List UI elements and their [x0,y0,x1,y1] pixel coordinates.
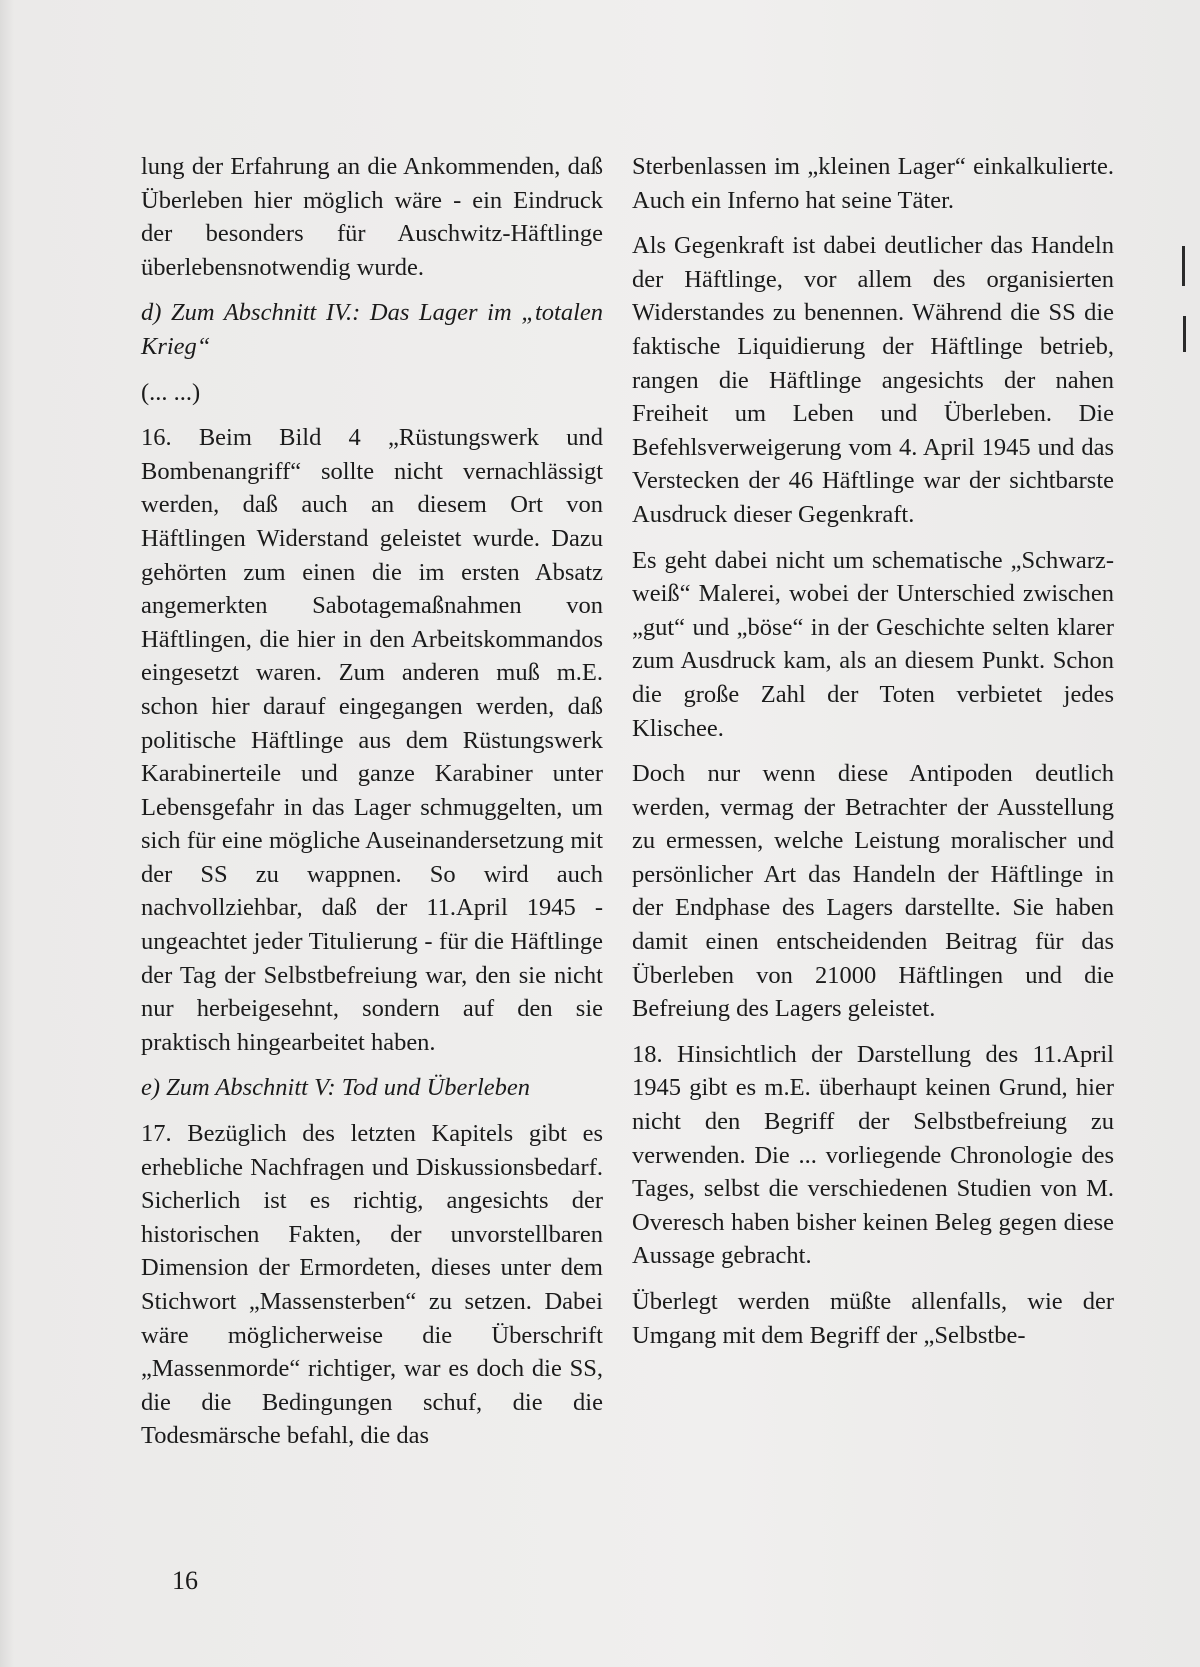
paragraph-last: Überlegt werden müßte allenfalls, wie der Umgang mit dem Begriff der „Selbstbe- [632,1288,1114,1349]
left-column [141,150,603,1465]
paragraph-antipoden: Doch nur wenn diese Antipoden deutlich werden, vermag der Betrachter der Ausstellung zu ermessen, welche Leistung moralischer und persönlicher Art das Handeln der Häftlinge in der Endphase des Lagers darstellte. Sie haben damit einen entscheidenden Beitrag für das Überleben von 21000 Häftlingen und die Befreiung des Lagers geleistet. [632,760,1114,1023]
paragraph-18: 18. Hinsichtlich der Darstellung des 11.April 1945 gibt es m.E. überhaupt keinen Grund, hier nicht den Begriff der Selbstbefreiung zu verwenden. Die ... vorliegende Chronologie des Tages, selbst die verschiedenen Studien von M. Overesch haben bisher keinen Beleg gegen diese Aussage gebracht. [632,1040,1114,1270]
paragraph-gegenkraft: Als Gegenkraft ist dabei deutlicher das Handeln der Häftlinge, vor allem des organisierten Widerstandes zu benennen. Während die SS die faktische Liquidierung der Häftlinge betrieb, rangen die Häftlinge angesichts der nahen Freiheit um Leben und Überleben. Die Befehlsverweigerung vom 4. April 1945 und das Verstecken der 46 Häftlinge war der sichtbarste Ausdruck dieser Gegenkraft. [632,232,1114,528]
right-column [632,150,1114,1364]
section-heading-d: d) Zum Abschnitt IV.: Das Lager im „totalen Krieg“ [141,299,603,360]
paragraph-continuation: lung der Erfahrung an die Ankommenden, daß Überleben hier möglich wäre - ein Eindruck der besonders für Auschwitz-Häftlinge überlebensnotwendig wurde. [141,153,603,281]
paragraph-schwarz-weiss: Es geht dabei nicht um schematische „Schwarz-weiß“ Malerei, wobei der Unterschied zwischen „gut“ und „böse“ in der Geschichte selten klarer zum Ausdruck kam, als an diesem Punkt. Schon die große Zahl der Toten verbietet jedes Klischee. [632,546,1114,742]
page-number: 16 [172,1566,198,1595]
paragraph-continuation-right: Sterbenlassen im „kleinen Lager“ einkalkulierte. Auch ein Inferno hat seine Täter. [632,153,1114,214]
margin-mark-bottom [1183,316,1186,352]
ellipsis-line: (... ...) [141,378,201,406]
margin-mark-top [1182,246,1185,286]
paragraph-17: 17. Bezüglich des letzten Kapitels gibt es erhebliche Nachfragen und Diskussionsbedarf. Sicherlich ist es richtig, angesichts der historischen Fakten, der unvorstellbaren Dimension der Ermordeten, dieses unter dem Stichwort „Massensterben“ zu setzen. Dabei wäre möglicherweise die Überschrift „Massenmorde“ richtiger, war es doch die SS, die die Bedingungen schuf, die die Todesmärsche befahl, die das [141,1120,603,1450]
paragraph-16: 16. Beim Bild 4 „Rüstungswerk und Bombenangriff“ sollte nicht vernachlässigt werden, daß auch an diesem Ort von Häftlingen Widerstand geleistet wurde. Dazu gehörten zum einen die im ersten Absatz angemerkten Sabotagemaßnahmen von Häftlingen, die hier in den Arbeitskommandos eingesetzt waren. Zum anderen muß m.E. schon hier darauf eingegangen werden, daß politische Häftlinge aus dem Rüstungswerk Karabinerteile und ganze Karabiner unter Lebensgefahr in das Lager schmuggelten, um sich für eine mögliche Auseinandersetzung mit der SS zu wappnen. So wird auch nachvollziehbar, daß der 11.April 1945 - ungeachtet jeder Titulierung - für die Häftlinge der Tag der Selbstbefreiung war, den sie nicht nur herbeigesehnt, sondern auf den sie praktisch hingearbeitet haben. [141,424,603,1056]
section-heading-e: e) Zum Abschnitt V: Tod und Überleben [141,1074,531,1102]
